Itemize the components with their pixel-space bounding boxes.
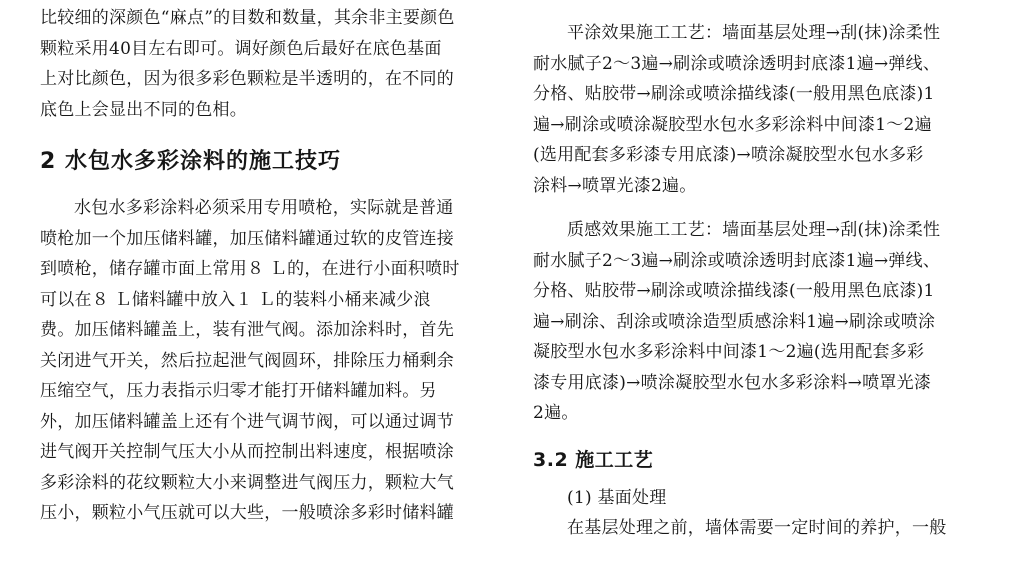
- text-line: 费。加压储料罐盖上，装有泄气阀。添加涂料时，首先: [40, 320, 454, 340]
- paragraph-flat-process: [533, 18, 985, 201]
- text-line: 耐水腻子2～3遍→刷涂或喷涂透明封底漆1遍→弹线、: [533, 250, 941, 271]
- text-line: 关闭进气开关，然后拉起泄气阀圆环，排除压力桶剩余: [40, 350, 454, 371]
- text-line: 涂料→喷罩光漆2遍。: [533, 175, 697, 196]
- text-line: 平涂效果施工工艺：墙面基层处理→刮(抹)涂柔性: [567, 23, 941, 43]
- text-line: 耐水腻子2～3遍→刷涂或喷涂透明封底漆1遍→弹线、: [533, 53, 941, 74]
- text-line: 压缩空气，压力表指示归零才能打开储料罐加料。另: [40, 381, 437, 401]
- text-line: 外，加压储料罐盖上还有个进气调节阀，可以通过调节: [40, 411, 454, 432]
- text-line: 喷枪加一个加压储料罐，加压储料罐通过软的皮管连接: [40, 228, 454, 249]
- text-line: 多彩涂料的花纹颗粒大小来调整进气阀压力，颗粒大气: [40, 472, 454, 493]
- text-line: 进气阀开关控制气压大小从而控制出料速度，根据喷涂: [40, 442, 454, 462]
- text-line: 可以在８ Ｌ储料罐中放入１ Ｌ的装料小桶来减少浪: [40, 289, 431, 310]
- text-line: 分格、贴胶带→刷涂或喷涂描线漆(一般用黑色底漆)1: [533, 281, 935, 301]
- subsection-heading: 3.2 施工工艺: [533, 448, 654, 471]
- text-line: 比较细的深颜色“麻点”的目数和数量，其余非主要颜色: [40, 8, 455, 28]
- text-line: 上对比颜色，因为很多彩色颗粒是半透明的，在不同的: [40, 69, 454, 89]
- paragraph-texture-process: [533, 215, 985, 429]
- text-line: 水包水多彩涂料必须采用专用喷枪，实际就是普通: [74, 198, 454, 218]
- text-line: 分格、贴胶带→刷涂或喷涂描线漆(一般用黑色底漆)1: [533, 84, 935, 104]
- text-line: (选用配套多彩漆专用底漆)→喷涂凝胶型水包水多彩: [533, 145, 924, 165]
- text-line: 到喷枪，储存罐市面上常用８ Ｌ的，在进行小面积喷时: [40, 259, 460, 279]
- paragraph-spray-gun: [40, 193, 492, 529]
- left-column: [40, 3, 492, 529]
- section-heading: 2 水包水多彩涂料的施工技巧: [40, 149, 341, 174]
- item-heading: (1) 基面处理: [567, 487, 667, 508]
- text-line: 颗粒采用40目左右即可。调好颜色后最好在底色基面: [40, 38, 442, 59]
- text-line: 底色上会显出不同的色相。: [40, 99, 247, 120]
- text-line: 2遍。: [533, 403, 579, 423]
- paragraph-color-granules: [40, 3, 492, 125]
- paragraph-gap: [533, 201, 985, 215]
- text-line: 质感效果施工工艺：墙面基层处理→刮(抹)涂柔性: [567, 220, 941, 240]
- right-column: [533, 18, 985, 544]
- text-line: 在基层处理之前，墙体需要一定时间的养护，一般: [567, 518, 947, 538]
- text-line: 遍→刷涂、刮涂或喷涂造型质感涂料1遍→刷涂或喷涂: [533, 311, 936, 332]
- text-line: 遍→刷涂或喷涂凝胶型水包水多彩涂料中间漆1～2遍: [533, 114, 932, 135]
- text-line: 漆专用底漆)→喷涂凝胶型水包水多彩涂料→喷罩光漆: [533, 372, 932, 393]
- text-line: 凝胶型水包水多彩涂料中间漆1～2遍(选用配套多彩: [533, 342, 925, 362]
- text-line: 压小，颗粒小气压就可以大些，一般喷涂多彩时储料罐: [40, 503, 454, 523]
